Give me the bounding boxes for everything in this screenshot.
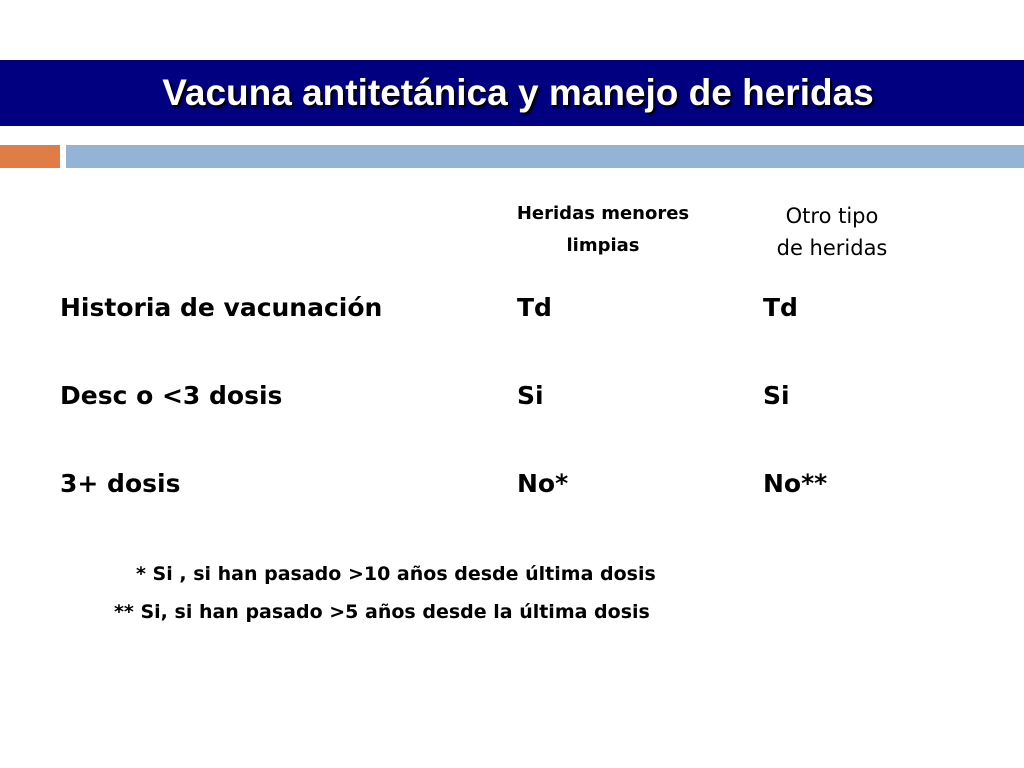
- slide-title: Vacuna antitetánica y manejo de heridas: [162, 72, 874, 113]
- column-header-otro-tipo-line1: Otro tipo: [785, 204, 879, 228]
- row-value-desc-otro: Si: [763, 381, 790, 410]
- row-label-historia: Historia de vacunación: [60, 293, 383, 322]
- row-value-desc-menores: Si: [517, 381, 544, 410]
- column-header-otro-tipo-line2: de heridas: [776, 236, 888, 260]
- row-value-historia-menores: Td: [517, 293, 552, 322]
- column-header-heridas-menores-line1: Heridas menores: [516, 203, 690, 224]
- column-header-otro-tipo: [752, 200, 912, 264]
- column-header-heridas-menores: [502, 198, 704, 262]
- footnote-2: ** Si, si han pasado >5 años desde la última dosis: [114, 601, 650, 623]
- row-value-historia-otro: Td: [763, 293, 798, 322]
- row-label-desc: Desc o <3 dosis: [60, 381, 283, 410]
- title-bar: [0, 60, 1024, 126]
- accent-bar-orange: [0, 145, 60, 168]
- footnote-1: * Si , si han pasado >10 años desde última dosis: [136, 563, 656, 585]
- row-value-3plus-otro: No**: [763, 469, 828, 498]
- column-header-heridas-menores-line2: limpias: [566, 235, 640, 256]
- row-label-3plus: 3+ dosis: [60, 469, 181, 498]
- accent-bar-blue: [66, 145, 1024, 168]
- row-value-3plus-menores: No*: [517, 469, 569, 498]
